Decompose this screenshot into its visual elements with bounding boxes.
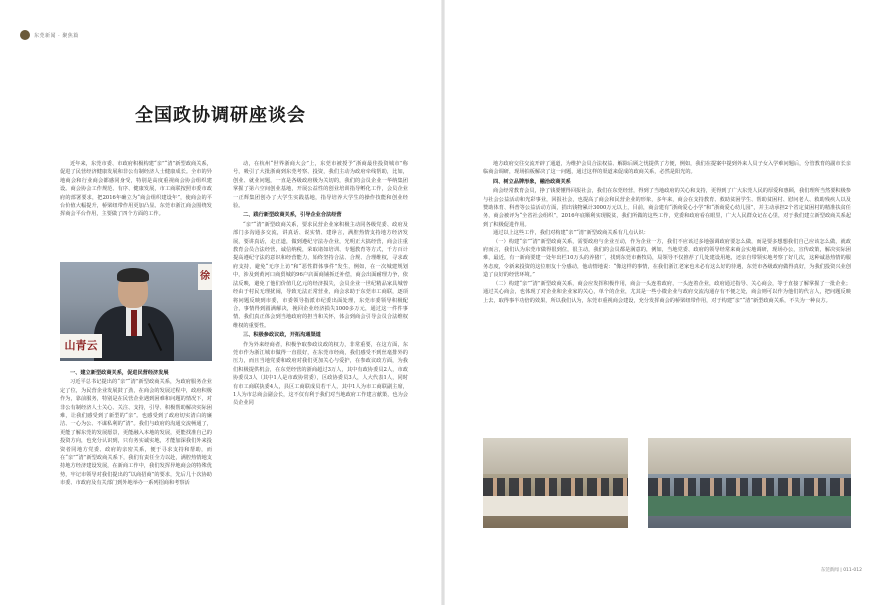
paragraph: 动，在杭州“世界浙商大会”上，东莞市被授予“浙商最佳投资城市”称号，吸引了大批浙商到东莞考察、投资，我们主动为政府牵线帮助，比如，创业、就业问题，一直是各级政府极为关切的，我们的会员企业一华纳集团掌握了第六空间创业基地，开展公益性的创业培训指导孵化工作，会员企业一正辉集团创办了大学生实践基地，指导培养大学生的操作技能和创业经验。 [233,161,408,210]
nameplate-secondary: 徐 [198,264,212,290]
column-middle [233,160,408,408]
photo-figure-tie [131,310,137,336]
page-footer [821,567,862,573]
meeting-photo-1 [483,438,628,528]
paragraph: 习近平总书记提出的“亲”“清”新型政商关系，为政府服务企业定了位，为民营企业发展鼓了劲，在商会的发展过程中，政府积极作为，靠前服务，特别是在民营企业遇到困难和问题的情况下，对非公有制经济人士关心、关注、支持，引导、积极帮助解决实际困难，让我们感受到了新型的“亲”。也感受到了政府切实清白的廉洁、一心为公、不谋私利的“清”。我们与政府的沟通交流畅通了，更能了解东莞的发展愿景，更能融入本地的发展，更能找准自己的投资方向，也充分认识到，只有务实诚实地，才能加深我们外来投资者同地方党委、政府的亲密关系，便于寻求支持和帮助，而在“亲”“清”新型政商关系下，我们有责任全力以赴，满腔热情地支持地方经济建设发展，在新商工作中，我们发挥异地商会的特殊优势，牢记市领导对我们提出的“以商招商”的要求，先后几十次协助市委、市政府及有关部门到外地举办一系列招商和考察活 [60,379,212,487]
paragraph: （一）构建“亲”“清”新型政商关系，需要政府与企业互动，作为企业一方，我们不应该过多地强调政府要怎么做，而是要多想想我们自己应该怎么做，就政府而言，我们认为东莞市做得很到位，很主动，我们的会员都是满意的，例如，当地党委、政府的领导经常来商会实地调研，现场办公，宣传政策，解决实际困难，最近，有一新商要建一处年出栏10万头的养猪厂，找到东莞市畜牧局，局领导不仅推荐了几处建设用地，还亲自带领实地考察了好几次，这种诚恳热情的服务态度，令新来投资的这位朋友十分感动，他动情地说：“像这样的事情，在我们浙江老家也未必有这么好的待遇，东莞市各级政府做得真好，为我们投资兴业创造了良好的经营环境。” [483,238,851,279]
paragraph: 近年来，东莞市委、市政府积极构建“亲”“清”新型政商关系，促进了民营经济健康发展和非公有制经济人士健康成长。全市的异地商会和行业商会都感同身受，特别是高度重视商会协会组织建设。商会协会工作规范、有序、健康发展，市工商联按照市委市政府的部署要求，把2016年确立为“商会组织建设年”，使商会的平台价值大幅提升，桥梁纽带作用更加凸显。东莞市浙江商会围绕发挥商会平台作用，主要做了四个方面的工作。 [60,161,212,218]
paragraph: “亲”“清”新型政商关系，要求民营企业家积极主动同各级党委、政府及部门多沟通多交流，讲真话、说实情、建诤言，满腔热情支持地方经济发展，要讲真话，走正道，做到遵纪守法办企业，光明正大搞经营，商会注重教育会员合法经营，诚信纳税，荣取诸如培训、专题教育等方式，千方百计提高遵纪守法的意识和经营能力，始终坚持合法、合规、合理维权，寻求政府支持，避免“无序上访”和“恶性群体事件”发生，例如，在一次城建规划中，涉及到黄河口商贸城的96户店面商铺拆迁补偿，商会出面耐理力争，依法反映，避免了他们价值几亿元的经济损失，会员企业一世纪精品家具城曾经由于村民无理扰闹，导致无法正常营业，商会求助于东莞市工商联，逐项将问题反映到市委，市委领导指派市纪委出面处理，东莞市委领导积极配合，事情得到圆满解决，挽回企业经济损失1000多万元，通过这一件件事情，我们真正体会到当地政府的担当和关怀，体会到商会引导会员合法维权维权的重要性。 [233,221,408,329]
speaker-photo [60,262,212,361]
column-right [483,160,851,305]
meeting-photo-2 [648,438,851,528]
column-left-top [60,160,212,219]
section-heading: 三、积极参政议政，开拓沟通渠道 [243,332,321,339]
article-title: 全国政协调研座谈会 [135,105,306,126]
paragraph: 地方政府交往交流开辟了通道，为维护会员合法权益、解除后顾之忧提供了方便，例如，我们在提案中提到外来人员子女入学难问题后，分管教育的副市长亲临商会调研，现场拍板解决了这一问题，通过这样的渠道来促成的政商关系，必然是阳光的。 [483,161,851,176]
paragraph: 通过以上这些工作，我们对构建“亲”“清”新型政商关系有几点认识： [493,230,649,237]
paragraph: 作为外来经商者，积极争取参政议政的权力，非常重要，在这方面，东莞市作为浙江城市做得一直很好，在东莞市经商，我们感受不到丝毫排外的压力，而且当地党委和政府对我们更加关心与爱护，在参政议政方面，为我们积极提供机会，在东莞经营的浙商超过3万人，其中有政协委员2人，市政协委员3人（其中1人是市政协常委），区政协委员3人，人大代表1人，同时有市工商联执委4人，县区工商联成员若干人，其中1人为市工商联副主席，1人为市总商会副会长，这不仅有利于我们对当地政府工作建言献策，也为会员企业同 [233,341,408,407]
column-left-bottom [60,368,212,488]
photo-table [648,496,851,516]
magazine-logo-icon [20,30,30,40]
photo-figure-hair [117,268,149,282]
nameplate: 山青云 [60,334,102,358]
magazine-brand: 东莞新闻 · 聚焦篇 [34,32,79,39]
paragraph: （二）构建“亲”“清”新型政商关系，商会应发挥积极作用，商会一头连着政府，一头连着企业，政府通过指导、关心商会，等于直接了解掌握了一批企业；通过关心商会，也体现了对企业和企业家的关心，单个的企业，尤其是一些小微企业与政府交流沟通存有不便之处，商会则可以作为他们的代言人，把问题反映上去，取得事半功倍的效果，所以我们认为，东莞市重视商会建设，充分发挥商会的桥梁纽带作用，对于构建“亲”“清”新型政商关系，不失为一种良方。 [483,280,851,304]
photo-wall [648,438,851,474]
photo-table [483,496,628,516]
section-heading: 一、建立新型政商关系，促进民营经济发展 [70,370,169,376]
page-header [20,30,79,40]
page-gutter [441,0,445,605]
section-heading: 四、树立品牌形象，融洽政商关系 [493,178,571,185]
section-heading: 二、践行新型政商关系，引导企业合法经营 [243,212,342,219]
page-numbers: 东莞新闻 | 011-012 [820,568,862,573]
photo-wall [483,438,628,474]
paragraph: 商会经常教育会员，挣了钱要懂得回报社会，我们在东莞经营，得到了当地政府的关心和支持，更得到了广大东莞人民的厚爱和惠顾，我们理所当然要积极参与社会公益活动和光彩事业，回报社会，也提高了商会和民营企业的形象，多年来，商会在支持教育、救助贫困学生、帮助贫困村、慰问老人、救助残疾人以及赞助体育、科普等公益活动方面，捐出钱物累计3000万元以上，目前，商会建有“浙商爱心小学”和“浙商爱心幼儿园”，并主动承担2个省定贫困村的精准扶贫任务，商会被评为“全省社会组织”，2016年底顺利实现脱贫，我们所做的这些工作，党委和政府看在眼里，广大人民群众记在心里，对于我们建立新型政商关系起到了积极促进作用。 [483,188,851,228]
